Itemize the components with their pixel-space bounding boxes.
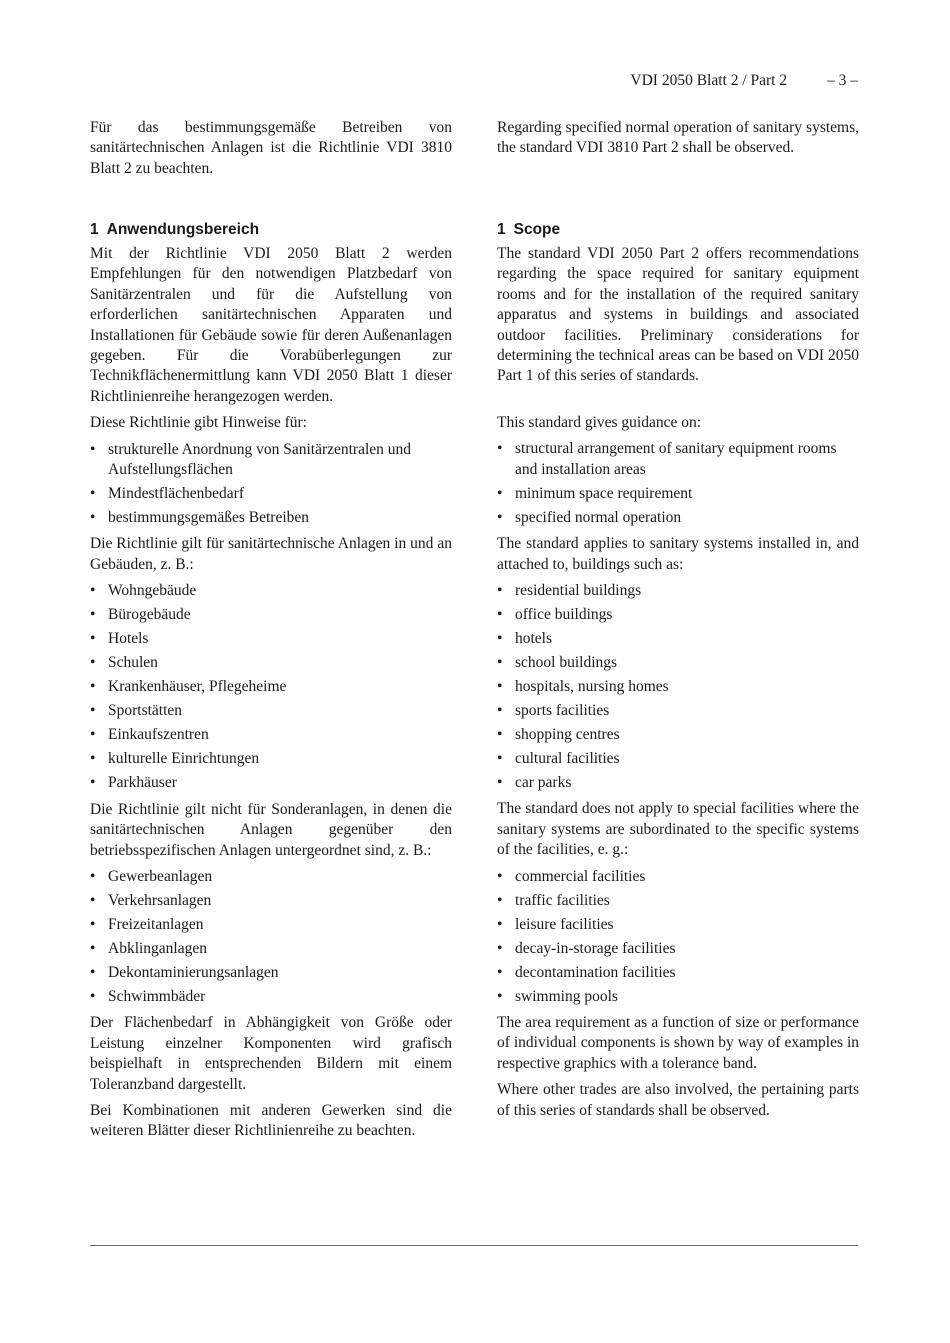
list-item: • shopping centres [497, 725, 859, 745]
buildings-list [90, 581, 452, 793]
applies-paragraph: The standard applies to sanitary systems installed in, and attached to, buildings such as: [497, 535, 859, 573]
footer-rule [90, 1245, 858, 1246]
section-heading: 1 Scope [497, 221, 561, 238]
list-item: • Abklinganlagen [90, 939, 452, 959]
list-item: • swimming pools [497, 987, 859, 1007]
list-item: • Gewerbeanlagen [90, 867, 452, 887]
list-item: • hospitals, nursing homes [497, 677, 859, 697]
list-item: • office buildings [497, 605, 859, 625]
list-item: • specified normal operation [497, 508, 859, 528]
list-item: • Parkhäuser [90, 773, 452, 793]
list-item: • decay-in-storage facilities [497, 939, 859, 959]
list-item: • traffic facilities [497, 891, 859, 911]
list-item: • Bürogebäude [90, 605, 452, 625]
special-facilities-list [497, 867, 859, 1007]
list-item: • structural arrangement of sanitary equipment rooms and installation areas [497, 439, 859, 480]
guidance-list [497, 439, 859, 528]
list-item: • Schulen [90, 653, 452, 673]
page-header [630, 72, 858, 90]
special-facilities-list [90, 867, 452, 1007]
list-item: • Wohngebäude [90, 581, 452, 601]
list-item: • car parks [497, 773, 859, 793]
guidance-paragraph: This standard gives guidance on: [497, 414, 702, 431]
page-number: – 3 – [827, 72, 858, 89]
applies-paragraph: Die Richtlinie gilt für sanitärtechnische Anlagen in und an Gebäuden, z. B.: [90, 535, 452, 573]
list-item: • commercial facilities [497, 867, 859, 887]
area-requirement-paragraph: The area requirement as a function of size or performance of individual components is shown by way of examples in respective graphics with a tolerance band. [497, 1014, 859, 1072]
list-item: • kulturelle Einrichtungen [90, 749, 452, 769]
list-item: • Schwimmbäder [90, 987, 452, 1007]
english-column [497, 118, 859, 1121]
list-item: • sports facilities [497, 701, 859, 721]
scope-paragraph: The standard VDI 2050 Part 2 offers recommendations regarding the space required for sanitary equipment rooms and for the installation of the required sanitary apparatus and systems in buildings and associated outdoor facilities. Preliminary considerations for determining the technical areas can be based on VDI 2050 Part 1 of this series of standards. [497, 245, 859, 385]
list-item: • Krankenhäuser, Pflegeheime [90, 677, 452, 697]
list-item: • cultural facilities [497, 749, 859, 769]
guidance-list [90, 440, 452, 529]
exclusion-paragraph: The standard does not apply to special facilities where the sanitary systems are subordinated to the specific systems of the facilities, e. g.: [497, 800, 859, 859]
list-item: • Hotels [90, 629, 452, 649]
buildings-list [497, 581, 859, 793]
exclusion-paragraph: Die Richtlinie gilt nicht für Sonderanlagen, in denen die sanitärtechnischen Anlagen gegenüber den betriebsspezifischen Anlagen untergeordnet sind, z. B.: [90, 800, 452, 859]
other-trades-paragraph: Bei Kombinationen mit anderen Gewerken sind die weiteren Blätter dieser Richtlinienreihe zu beachten. [90, 1101, 452, 1140]
intro-paragraph: Regarding specified normal operation of sanitary systems, the standard VDI 3810 Part 2 shall be observed. [497, 119, 859, 157]
list-item: • bestimmungsgemäßes Betreiben [90, 508, 452, 528]
list-item: • minimum space requirement [497, 484, 859, 504]
other-trades-paragraph: Where other trades are also involved, the pertaining parts of this series of standards shall be observed. [497, 1081, 859, 1119]
list-item: • leisure facilities [497, 915, 859, 935]
list-item: • Einkaufszentren [90, 725, 452, 745]
list-item: • Freizeitanlagen [90, 915, 452, 935]
document-id: VDI 2050 Blatt 2 / Part 2 [630, 72, 788, 89]
list-item: • Sportstätten [90, 701, 452, 721]
list-item: • residential buildings [497, 581, 859, 601]
guidance-paragraph: Diese Richtlinie gibt Hinweise für: [90, 414, 307, 432]
scope-paragraph: Mit der Richtlinie VDI 2050 Blatt 2 werden Empfehlungen für den notwendigen Platzbedarf von Sanitärzentralen und für die Aufstellung von erforderlichen sanitärtechnischen Apparaten und Installationen für Gebäude sowie für deren Außenanlagen gegeben. Für die Vorabüberlegungen zur Technikflächenermittlung kann VDI 2050 Blatt 1 dieser Richtlinienreihe herangezogen werden. [90, 245, 452, 405]
list-item: • hotels [497, 629, 859, 649]
area-requirement-paragraph: Der Flächenbedarf in Abhängigkeit von Größe oder Leistung einzelner Komponenten wird grafisch beispielhaft in entsprechenden Bildern mit einem Toleranzband dargestellt. [90, 1014, 452, 1093]
list-item: • Mindestflächenbedarf [90, 484, 452, 504]
list-item: • strukturelle Anordnung von Sanitärzentralen und Aufstellungsflächen [90, 440, 452, 481]
list-item: • school buildings [497, 653, 859, 673]
section-heading: 1 Anwendungsbereich [90, 221, 260, 238]
list-item: • Verkehrsanlagen [90, 891, 452, 911]
list-item: • Dekontaminierungsanlagen [90, 963, 452, 983]
intro-paragraph: Für das bestimmungsgemäße Betreiben von sanitärtechnischen Anlagen ist die Richtlinie VDI 3810 Blatt 2 zu beachten. [90, 119, 452, 177]
german-column [90, 118, 452, 1142]
list-item: • decontamination facilities [497, 963, 859, 983]
